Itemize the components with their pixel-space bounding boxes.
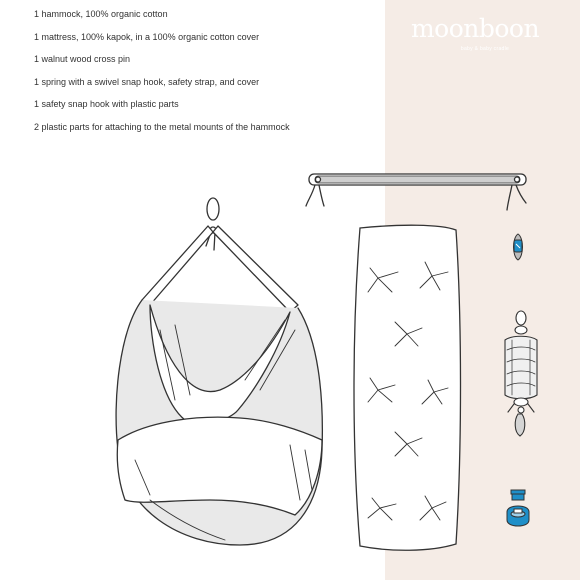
mattress-drawing bbox=[354, 225, 461, 550]
hammock-drawing bbox=[116, 198, 322, 545]
safety-snap-hook-drawing bbox=[514, 234, 523, 260]
contents-item: 1 mattress, 100% kapok, in a 100% organic cotton cover bbox=[34, 31, 260, 42]
contents-item: 1 spring with a swivel snap hook, safety strap, and cover bbox=[34, 76, 260, 87]
contents-item: 1 walnut wood cross pin bbox=[34, 54, 131, 64]
contents-item: 1 safety snap hook with plastic parts bbox=[34, 99, 179, 109]
contents-item: 1 hammock, 100% organic cotton bbox=[34, 9, 168, 19]
wood-cross-pin-drawing bbox=[306, 174, 526, 210]
brand-tagline: baby & baby cradle bbox=[460, 46, 510, 52]
brand-logo: moonboon bbox=[410, 14, 540, 43]
contents-item: 2 plastic parts for attaching to the metal mounts of the hammock bbox=[34, 121, 290, 132]
plastic-parts-drawing bbox=[507, 490, 529, 526]
spring-drawing bbox=[505, 311, 537, 436]
